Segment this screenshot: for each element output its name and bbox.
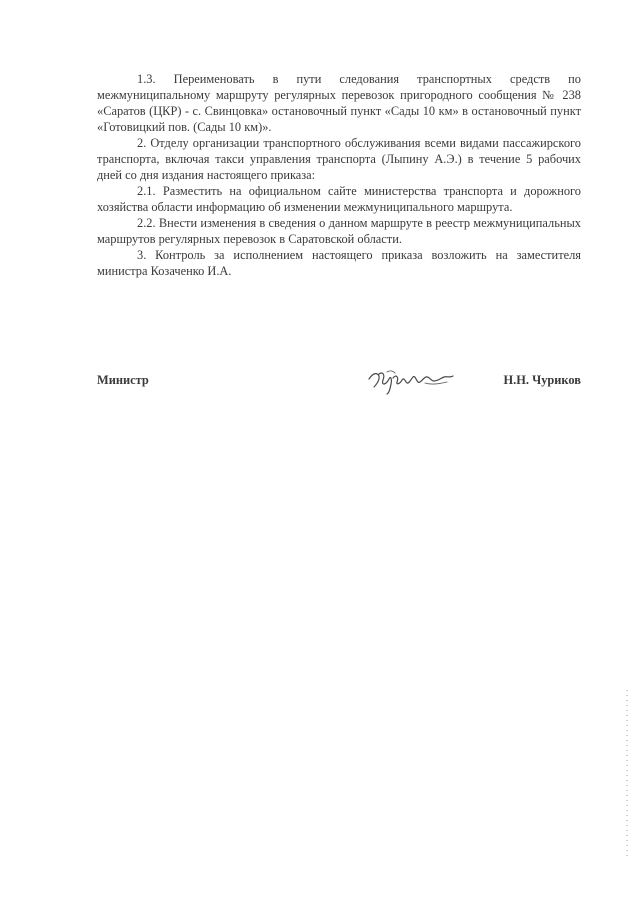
position-label: Министр — [97, 373, 149, 387]
paragraph-1-3: 1.3. Переименовать в пути следования транспортных средств по межмуниципальному маршруту регулярных перевозок пригородного сообщения № 238 «Саратов (ЦКР) - с. Свинцовка» остановочный пункт «Сады 10 км» в остановочный пункт «Готовицкий пов. (Сады 10 км)». — [97, 72, 581, 134]
order-text — [97, 71, 581, 279]
signature-block — [97, 365, 581, 395]
handwritten-signature — [365, 365, 461, 395]
paragraph-2: 2. Отделу организации транспортного обслуживания всеми видами пассажирского транспорта, включая такси управления транспорта (Лыпину А.Э.) в течение 5 рабочих дней со дня издания настоящего приказа: — [97, 136, 581, 182]
paragraph-2-1: 2.1. Разместить на официальном сайте министерства транспорта и дорожного хозяйства области информацию об изменении межмуниципального маршрута. — [97, 184, 581, 214]
paragraph-2-2: 2.2. Внести изменения в сведения о данном маршруте в реестр межмуниципальных маршрутов регулярных перевозок в Саратовской области. — [97, 216, 581, 246]
scan-margin-marks — [626, 690, 628, 860]
signer-name: Н.Н. Чуриков — [503, 373, 581, 387]
paragraph-3: 3. Контроль за исполнением настоящего приказа возложить на заместителя министра Козаченко И.А. — [97, 248, 581, 278]
